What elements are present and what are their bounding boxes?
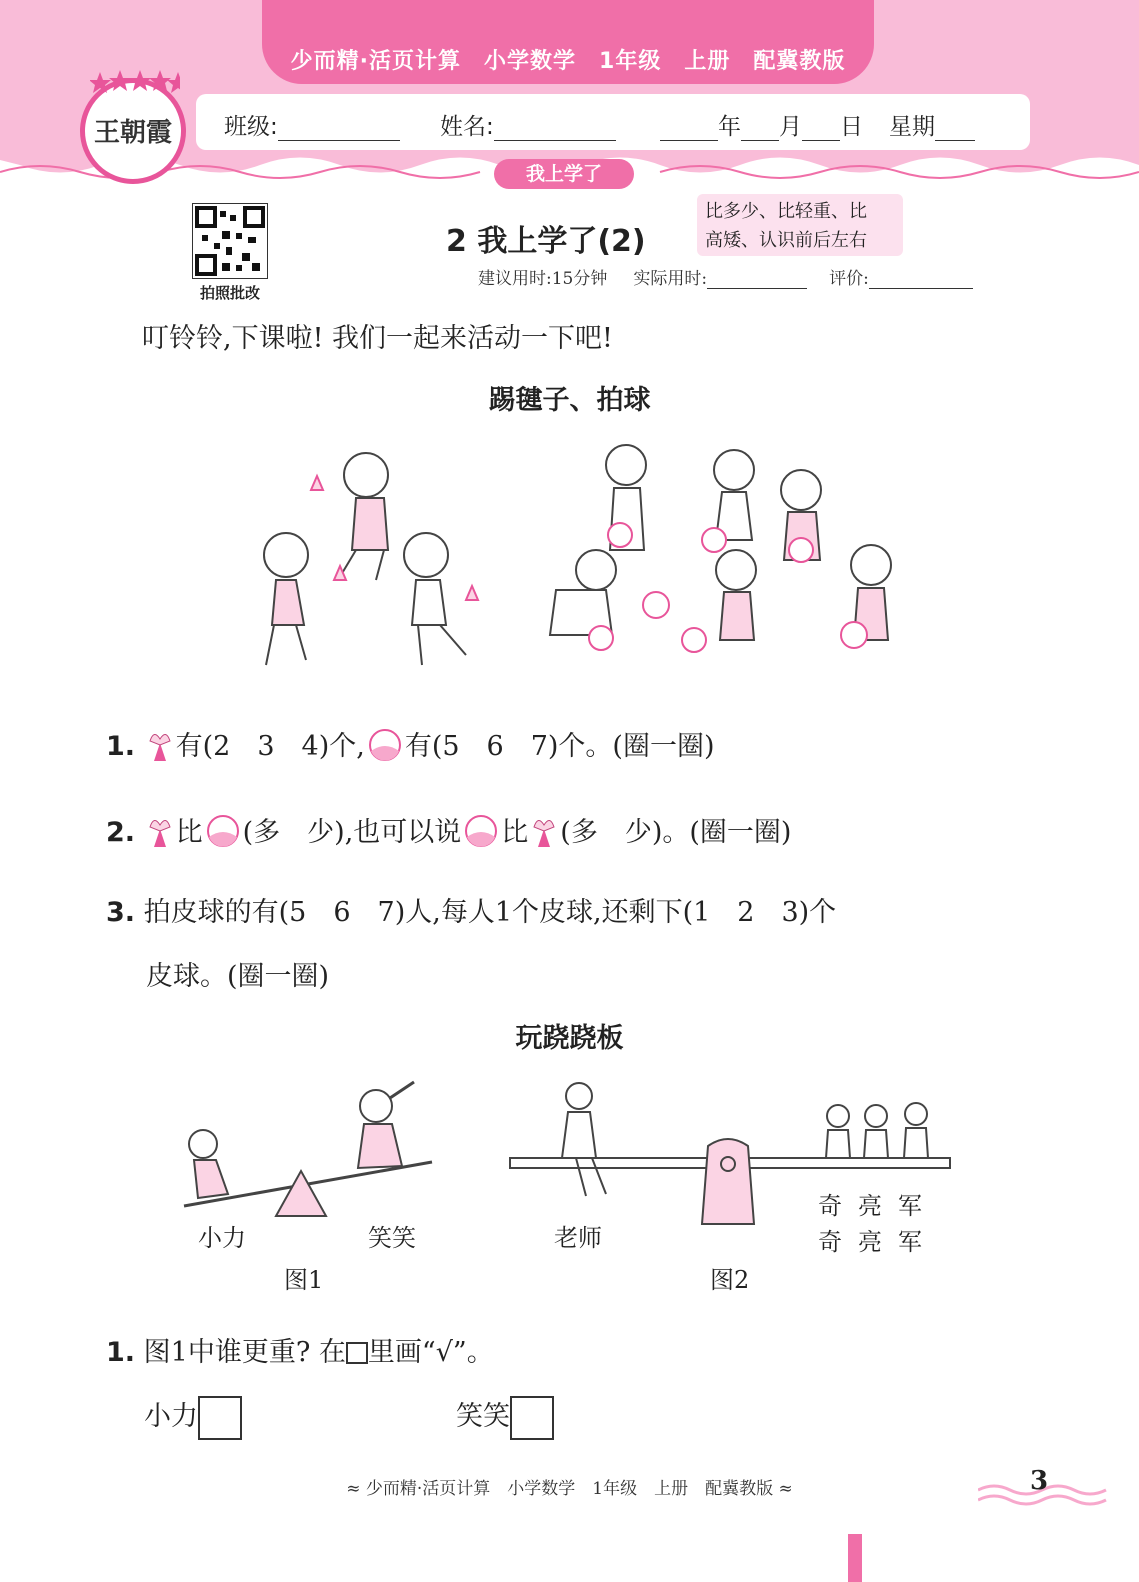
actual-time-blank[interactable] — [707, 270, 807, 289]
day-label: 日 — [840, 114, 863, 140]
name-blank[interactable] — [494, 114, 616, 141]
q3-line-2: 皮球。(圈一圈) — [146, 961, 330, 992]
activity2-heading: 玩跷跷板 — [515, 1023, 624, 1054]
kid-name: 亮 — [858, 1228, 882, 1256]
evaluation-label: 评价: — [829, 269, 869, 289]
month-label: 月 — [779, 114, 802, 140]
q1-shuttlecock-options[interactable]: 有(2 3 4)个, — [175, 731, 365, 762]
q1-ball-options[interactable]: 有(5 6 7)个。(圈一圈) — [404, 731, 715, 762]
series-title: 少而精·活页计算 小学数学 1年级 上册 配冀教版 — [290, 49, 846, 74]
kid-name: 亮 — [858, 1192, 882, 1220]
logo-text: 王朝霞 — [93, 118, 172, 148]
fig1-right-name: 笑笑 — [368, 1224, 416, 1252]
q2-options-a[interactable]: (多 少),也可以说 — [242, 817, 462, 848]
week-blank[interactable] — [935, 114, 975, 141]
answer-option-2 — [456, 1394, 554, 1440]
fig2-teacher: 老师 — [554, 1224, 602, 1252]
q2-compare-word-2: 比 — [501, 817, 529, 848]
topic-line-1: 比多少、比轻重、比 — [705, 201, 867, 222]
answer-checkbox[interactable] — [198, 1396, 242, 1440]
kid-name: 军 — [898, 1192, 922, 1220]
shuttlecock-icon — [144, 727, 176, 763]
q3-number: 3. — [106, 897, 136, 928]
question-2 — [106, 810, 791, 849]
fig1-caption: 图1 — [284, 1266, 324, 1294]
ball-icon — [461, 813, 501, 849]
day-blank[interactable] — [802, 114, 840, 141]
month-blank[interactable] — [741, 114, 779, 141]
q2-compare-word: 比 — [175, 817, 203, 848]
fig1-left-name: 小力 — [198, 1224, 246, 1252]
footer-series: ≈ 少而精·活页计算 小学数学 1年级 上册 配冀教版 ≈ — [346, 1479, 793, 1499]
year-blank[interactable] — [660, 114, 718, 141]
topic-line-2: 高矮、认识前后左右 — [705, 230, 867, 251]
section-badge: 我上学了 — [494, 159, 634, 189]
seesaw-q1-number: 1. — [106, 1337, 136, 1368]
example-box-icon — [346, 1342, 368, 1364]
option-label: 小力 — [144, 1401, 198, 1432]
qr-label: 拍照批改 — [199, 284, 260, 302]
q2-number: 2. — [106, 817, 136, 848]
page-number: 3 — [1030, 1466, 1049, 1496]
suggested-time: 建议用时:15分钟 — [478, 269, 608, 289]
kids-playing-illustration — [226, 440, 906, 680]
fig2-kids-row-1 — [818, 1186, 922, 1221]
answer-option-1 — [144, 1394, 242, 1440]
ball-icon — [203, 813, 243, 849]
kid-name: 奇 — [818, 1192, 842, 1220]
seesaw-q1-text-b: 里画“√”。 — [367, 1337, 494, 1368]
time-row — [478, 264, 973, 289]
fig2-kids-row-2 — [818, 1222, 922, 1257]
activity1-heading: 踢毽子、拍球 — [488, 385, 651, 416]
edge-marker — [848, 1534, 862, 1582]
q1-number: 1. — [106, 731, 136, 762]
answer-checkbox[interactable] — [510, 1396, 554, 1440]
intro-text: 叮铃铃,下课啦! 我们一起来活动一下吧! — [142, 323, 613, 354]
topic-box — [697, 194, 903, 256]
lesson-title: 2 我上学了(2) — [446, 224, 646, 259]
class-label: 班级: — [224, 114, 278, 140]
q3-line-1[interactable]: 拍皮球的有(5 6 7)人,每人1个皮球,还剩下(1 2 3)个 — [143, 897, 837, 928]
kid-name: 奇 — [818, 1228, 842, 1256]
class-blank[interactable] — [278, 114, 400, 141]
logo-stars-icon — [90, 70, 180, 94]
year-label: 年 — [718, 114, 741, 140]
q2-options-b[interactable]: (多 少)。(圈一圈) — [560, 817, 792, 848]
option-label: 笑笑 — [456, 1401, 510, 1432]
ball-icon — [365, 727, 405, 763]
date-field — [660, 108, 975, 141]
fig2-caption: 图2 — [710, 1266, 750, 1294]
shuttlecock-icon — [528, 813, 560, 849]
seesaw-q1-text-a: 图1中谁更重? 在 — [143, 1337, 346, 1368]
evaluation-blank[interactable] — [869, 270, 973, 289]
qr-code-icon[interactable] — [192, 203, 268, 279]
actual-time-label: 实际用时: — [633, 269, 708, 289]
kid-name: 军 — [898, 1228, 922, 1256]
question-3 — [106, 890, 836, 929]
seesaw-question-1 — [106, 1330, 494, 1369]
question-1 — [106, 724, 715, 763]
shuttlecock-icon — [144, 813, 176, 849]
week-label: 星期 — [889, 114, 935, 140]
name-label: 姓名: — [440, 114, 494, 140]
name-field — [440, 108, 616, 141]
class-field — [224, 108, 400, 141]
